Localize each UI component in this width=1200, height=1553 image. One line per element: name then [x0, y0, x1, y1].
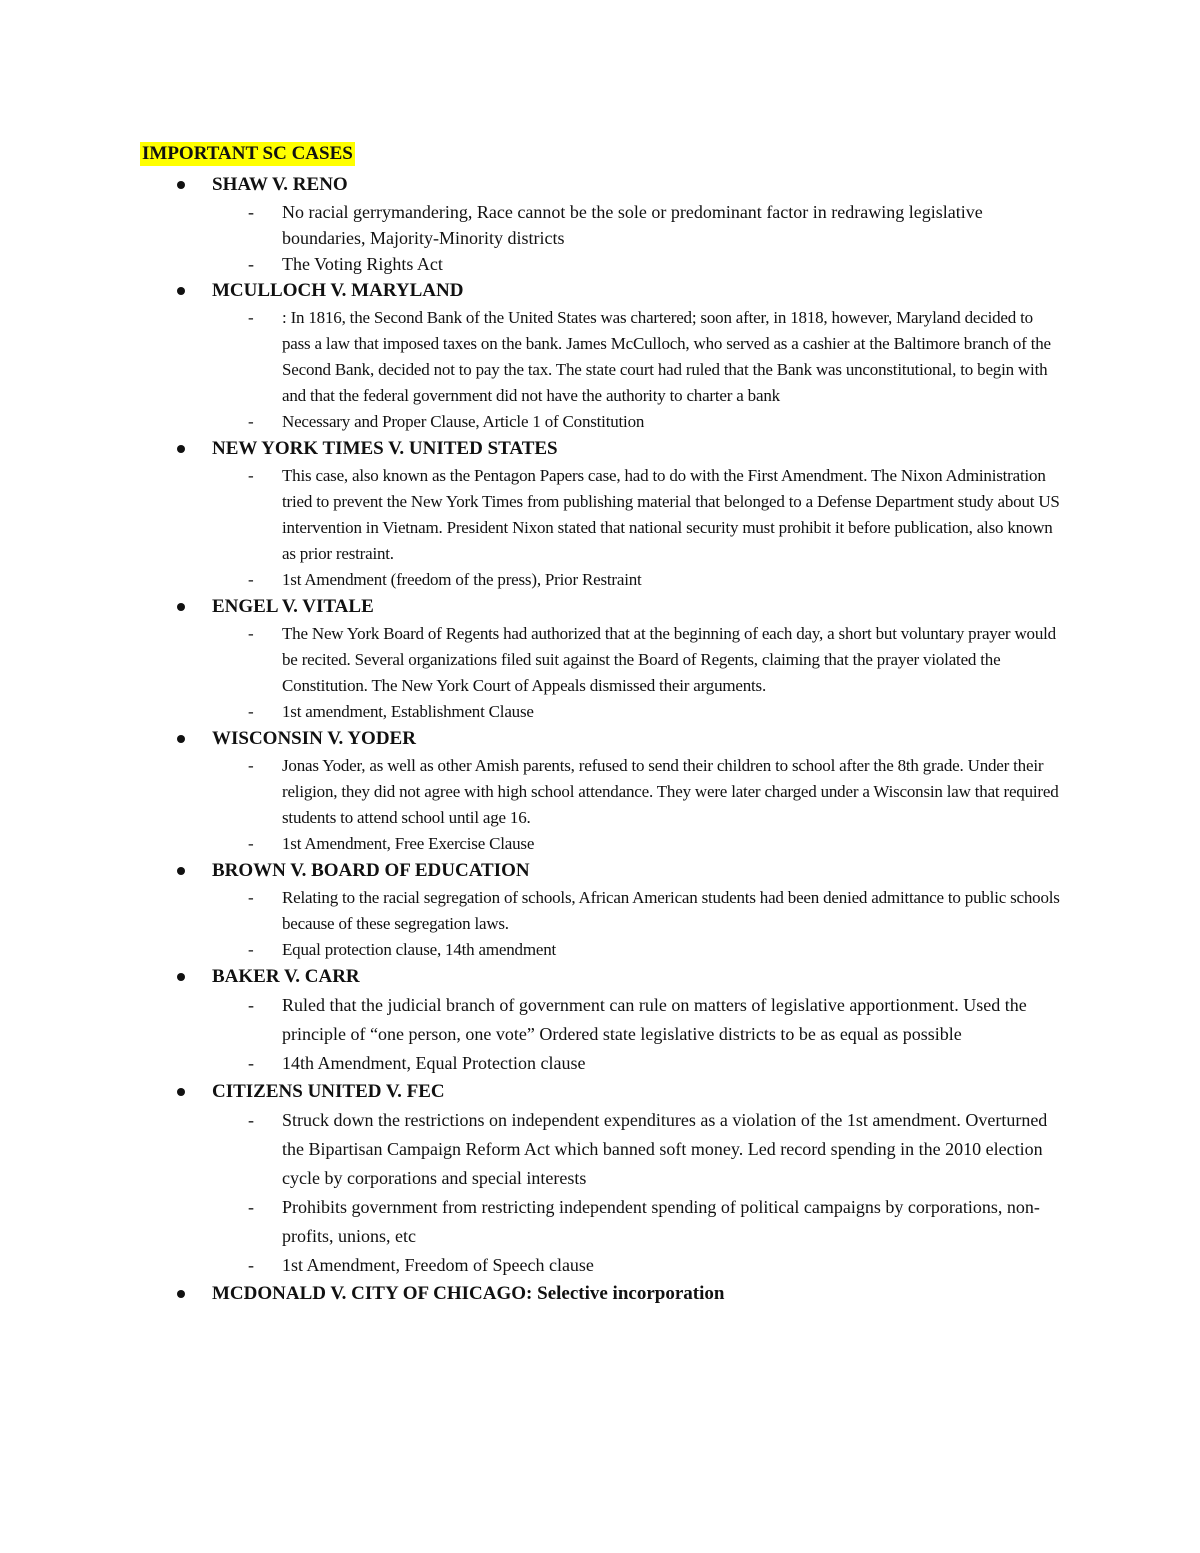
case-title [212, 725, 416, 753]
case-name: BROWN V. BOARD OF EDUCATION [212, 860, 530, 881]
bullet-icon [177, 287, 185, 295]
case-title [212, 1078, 445, 1106]
case-point [0, 567, 1062, 593]
dash-marker: - [248, 412, 254, 431]
case-point [0, 1049, 1062, 1078]
case-list [0, 171, 1200, 1308]
dash-marker: - [248, 1110, 254, 1130]
dash-marker: - [248, 888, 254, 907]
point-text: No racial gerrymandering, Race cannot be the sole or predominant factor in redrawing legislative boundaries, Majority-Minority districts [282, 202, 983, 248]
case-point [0, 305, 1062, 409]
case-point [0, 1251, 1062, 1280]
case-point [0, 753, 1062, 831]
dash-marker: - [248, 1053, 254, 1073]
case-item [0, 857, 1200, 963]
case-point [0, 1193, 1062, 1251]
case-title [212, 593, 374, 621]
bullet-icon [177, 445, 185, 453]
dash-marker: - [248, 570, 254, 589]
point-text: 1st Amendment, Free Exercise Clause [282, 834, 535, 853]
bullet-icon [177, 973, 185, 981]
case-title [212, 171, 348, 199]
case-item [0, 1280, 1200, 1308]
case-name: BAKER V. CARR [212, 966, 360, 987]
point-text: Prohibits government from restricting independent spending of political campaigns by corporations, non-profits, unions, etc [282, 1197, 1040, 1246]
case-point [0, 991, 1062, 1049]
case-heading [0, 171, 1200, 199]
case-title [212, 857, 530, 885]
case-name: MCULLOCH V. MARYLAND [212, 280, 464, 301]
dash-marker: - [248, 466, 254, 485]
point-text: Struck down the restrictions on independent expenditures as a violation of the 1st amendment. Overturned the Bipartisan Campaign Reform Act which banned soft money. Led record spending in the 2010 election cycle by corporations and special interests [282, 1110, 1048, 1188]
case-heading [0, 725, 1200, 753]
case-name: SHAW V. RENO [212, 174, 348, 195]
point-text: : In 1816, the Second Bank of the United States was chartered; soon after, in 1818, however, Maryland decided to pass a law that imposed taxes on the bank. James McCulloch, who served as a cashier at the Baltimore branch of the Second Bank, decided not to pay the tax. The state court had ruled that the Bank was unconstitutional, to begin with and that the federal government did not have the authority to charter a bank [282, 308, 1051, 405]
point-text: Jonas Yoder, as well as other Amish parents, refused to send their children to school after the 8th grade. Under their religion, they did not agree with high school attendance. They were later charged under a Wisconsin law that required students to attend school until age 16. [282, 756, 1059, 827]
dash-marker: - [248, 702, 254, 721]
case-title [212, 1280, 724, 1308]
case-title [212, 277, 463, 305]
point-text: Necessary and Proper Clause, Article 1 of Constitution [282, 412, 645, 431]
case-point [0, 409, 1062, 435]
case-item [0, 1078, 1200, 1280]
point-text: Relating to the racial segregation of schools, African American students had been denied admittance to public schools because of these segregation laws. [282, 888, 1060, 933]
case-heading [0, 1078, 1200, 1106]
case-item [0, 171, 1200, 277]
point-text: 14th Amendment, Equal Protection clause [282, 1053, 586, 1073]
point-text: This case, also known as the Pentagon Papers case, had to do with the First Amendment. The Nixon Administration tried to prevent the New York Times from publishing material that belonged to a Defense Department study about US intervention in Vietnam. President Nixon stated that national security must prohibit it before publication, also known as prior restraint. [282, 466, 1060, 563]
case-name: NEW YORK TIMES V. UNITED STATES [212, 438, 558, 459]
bullet-icon [177, 867, 185, 875]
case-point [0, 885, 1062, 937]
point-text: 1st Amendment, Freedom of Speech clause [282, 1255, 594, 1275]
case-item [0, 725, 1200, 857]
case-title [212, 435, 558, 463]
document-title: IMPORTANT SC CASES [142, 143, 353, 164]
dash-marker: - [248, 940, 254, 959]
case-item [0, 963, 1200, 1078]
case-point [0, 831, 1062, 857]
point-text: Equal protection clause, 14th amendment [282, 940, 557, 959]
dash-marker: - [248, 254, 254, 274]
bullet-icon [177, 603, 185, 611]
dash-marker: - [248, 834, 254, 853]
dash-marker: - [248, 1255, 254, 1275]
dash-marker: - [248, 995, 254, 1015]
case-name: CITIZENS UNITED V. FEC [212, 1081, 445, 1102]
point-text: 1st amendment, Establishment Clause [282, 702, 534, 721]
case-heading [0, 277, 1200, 305]
bullet-icon [177, 735, 185, 743]
point-text: The Voting Rights Act [282, 254, 443, 274]
dash-marker: - [248, 1197, 254, 1217]
case-point [0, 463, 1062, 567]
case-heading [0, 1280, 1200, 1308]
case-heading [0, 857, 1200, 885]
point-text: The New York Board of Regents had authorized that at the beginning of each day, a short but voluntary prayer would be recited. Several organizations filed suit against the Board of Regents, claiming that the prayer violated the Constitution. The New York Court of Appeals dismissed their arguments. [282, 624, 1056, 695]
case-item [0, 435, 1200, 593]
case-name: WISCONSIN V. YODER [212, 728, 416, 749]
case-point [0, 937, 1062, 963]
case-name: MCDONALD V. CITY OF CHICAGO: [212, 1283, 538, 1304]
case-point [0, 199, 1062, 251]
case-item [0, 593, 1200, 725]
bullet-icon [177, 1290, 185, 1298]
case-heading [0, 593, 1200, 621]
bullet-icon [177, 181, 185, 189]
dash-marker: - [248, 624, 254, 643]
dash-marker: - [248, 756, 254, 775]
bullet-icon [177, 1088, 185, 1096]
dash-marker: - [248, 308, 254, 327]
case-heading [0, 963, 1200, 991]
case-title [212, 963, 360, 991]
point-text: Ruled that the judicial branch of government can rule on matters of legislative apportionment. Used the principle of “one person, one vote” Ordered state legislative districts to be as equal as possible [282, 995, 1027, 1044]
case-heading [0, 435, 1200, 463]
case-point [0, 1106, 1062, 1193]
case-point [0, 621, 1062, 699]
case-point [0, 699, 1062, 725]
case-item [0, 277, 1200, 435]
point-text: 1st Amendment (freedom of the press), Prior Restraint [282, 570, 642, 589]
dash-marker: - [248, 202, 254, 222]
case-name: ENGEL V. VITALE [212, 596, 374, 617]
case-point [0, 251, 1062, 277]
case-subtitle: Selective incorporation [537, 1283, 725, 1304]
